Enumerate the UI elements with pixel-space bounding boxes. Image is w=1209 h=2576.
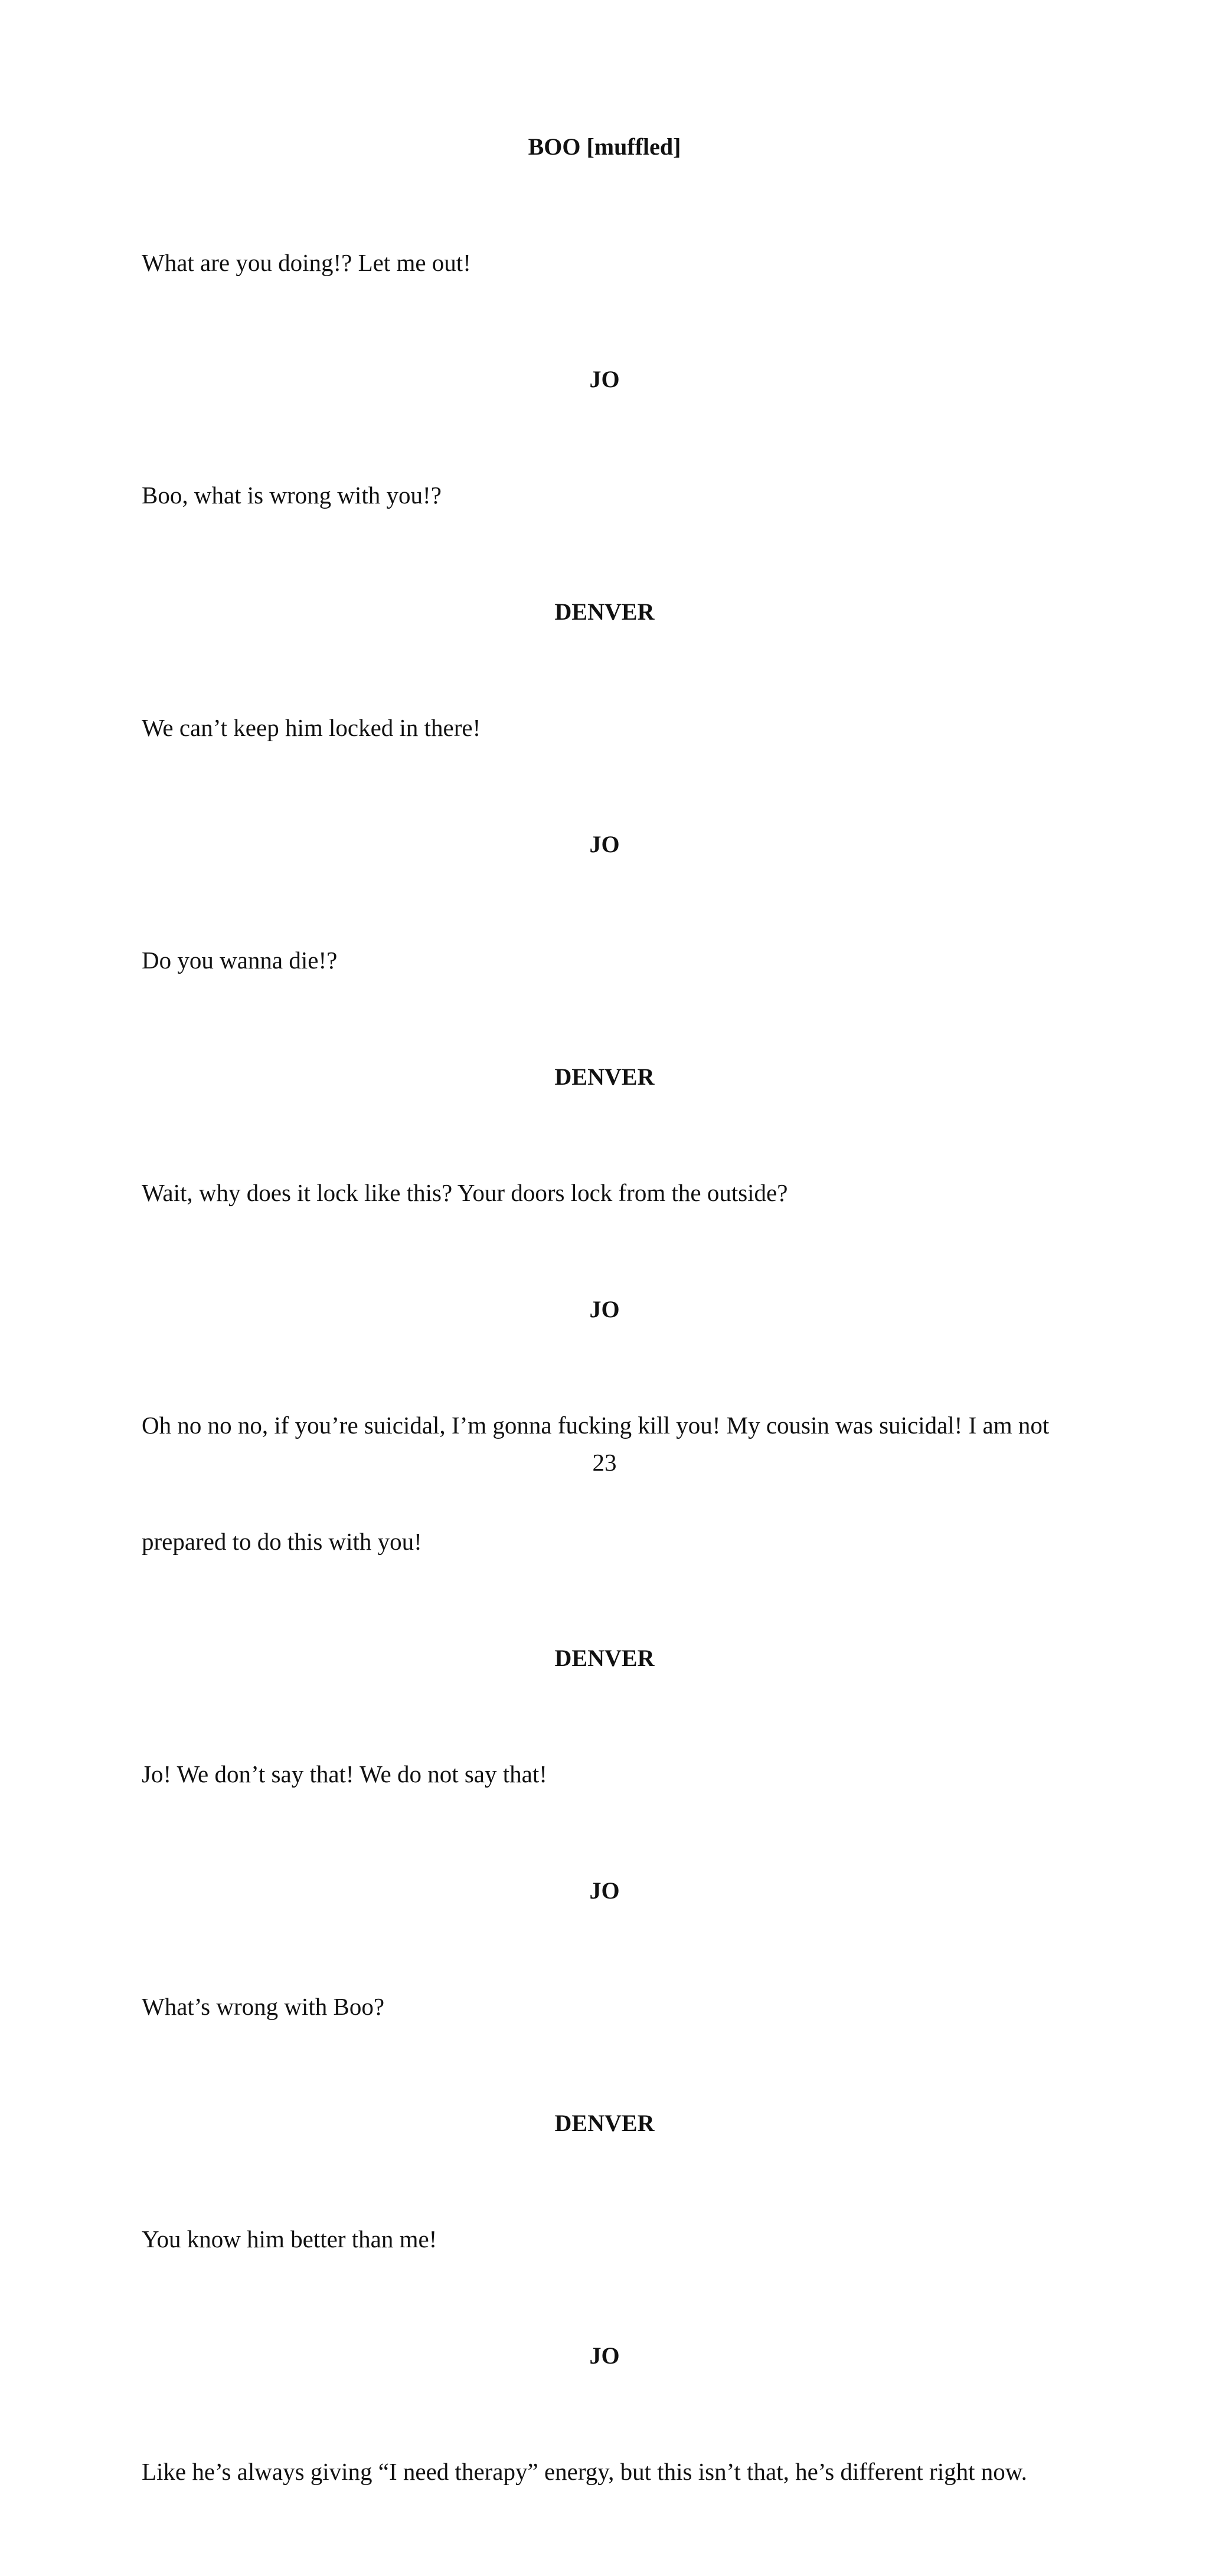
speaker-name: BOO [muffled] bbox=[528, 133, 681, 160]
dialogue-line: prepared to do this with you! bbox=[142, 1528, 422, 1555]
speaker-name: DENVER bbox=[554, 598, 655, 625]
speaker-name: JO bbox=[589, 366, 620, 392]
dialogue-line: Like he’s always giving “I need therapy” energy, but this isn’t that, he’s different right now. bbox=[142, 2458, 1027, 2485]
dialogue-line: We can’t keep him locked in there! bbox=[142, 714, 481, 741]
script-body bbox=[142, 135, 1067, 2576]
dialogue-line: Boo, what is wrong with you!? bbox=[142, 482, 442, 509]
dialogue-line: Jo! We don’t say that! We do not say that! bbox=[142, 1760, 547, 1788]
dialogue-line: Do you wanna die!? bbox=[142, 947, 338, 974]
speaker-name: JO bbox=[589, 1877, 620, 1904]
dialogue-line: What are you doing!? Let me out! bbox=[142, 249, 471, 276]
speaker-name: DENVER bbox=[554, 1645, 655, 1671]
dialogue-line: Wait, why does it lock like this? Your doors lock from the outside? bbox=[142, 1179, 788, 1206]
speaker-name: JO bbox=[589, 2342, 620, 2369]
dialogue-line: What’s wrong with Boo? bbox=[142, 1993, 385, 2020]
speaker-name: DENVER bbox=[554, 1063, 655, 1090]
speaker-name: JO bbox=[589, 1296, 620, 1323]
speaker-name: JO bbox=[589, 831, 620, 857]
dialogue-line: Oh no no no, if you’re suicidal, I’m gonna fucking kill you! My cousin was suicidal! I am not bbox=[142, 1412, 1050, 1439]
speaker-name: DENVER bbox=[554, 2110, 655, 2136]
dialogue-line: You know him better than me! bbox=[142, 2225, 437, 2253]
page-number: 23 bbox=[592, 1449, 617, 1476]
